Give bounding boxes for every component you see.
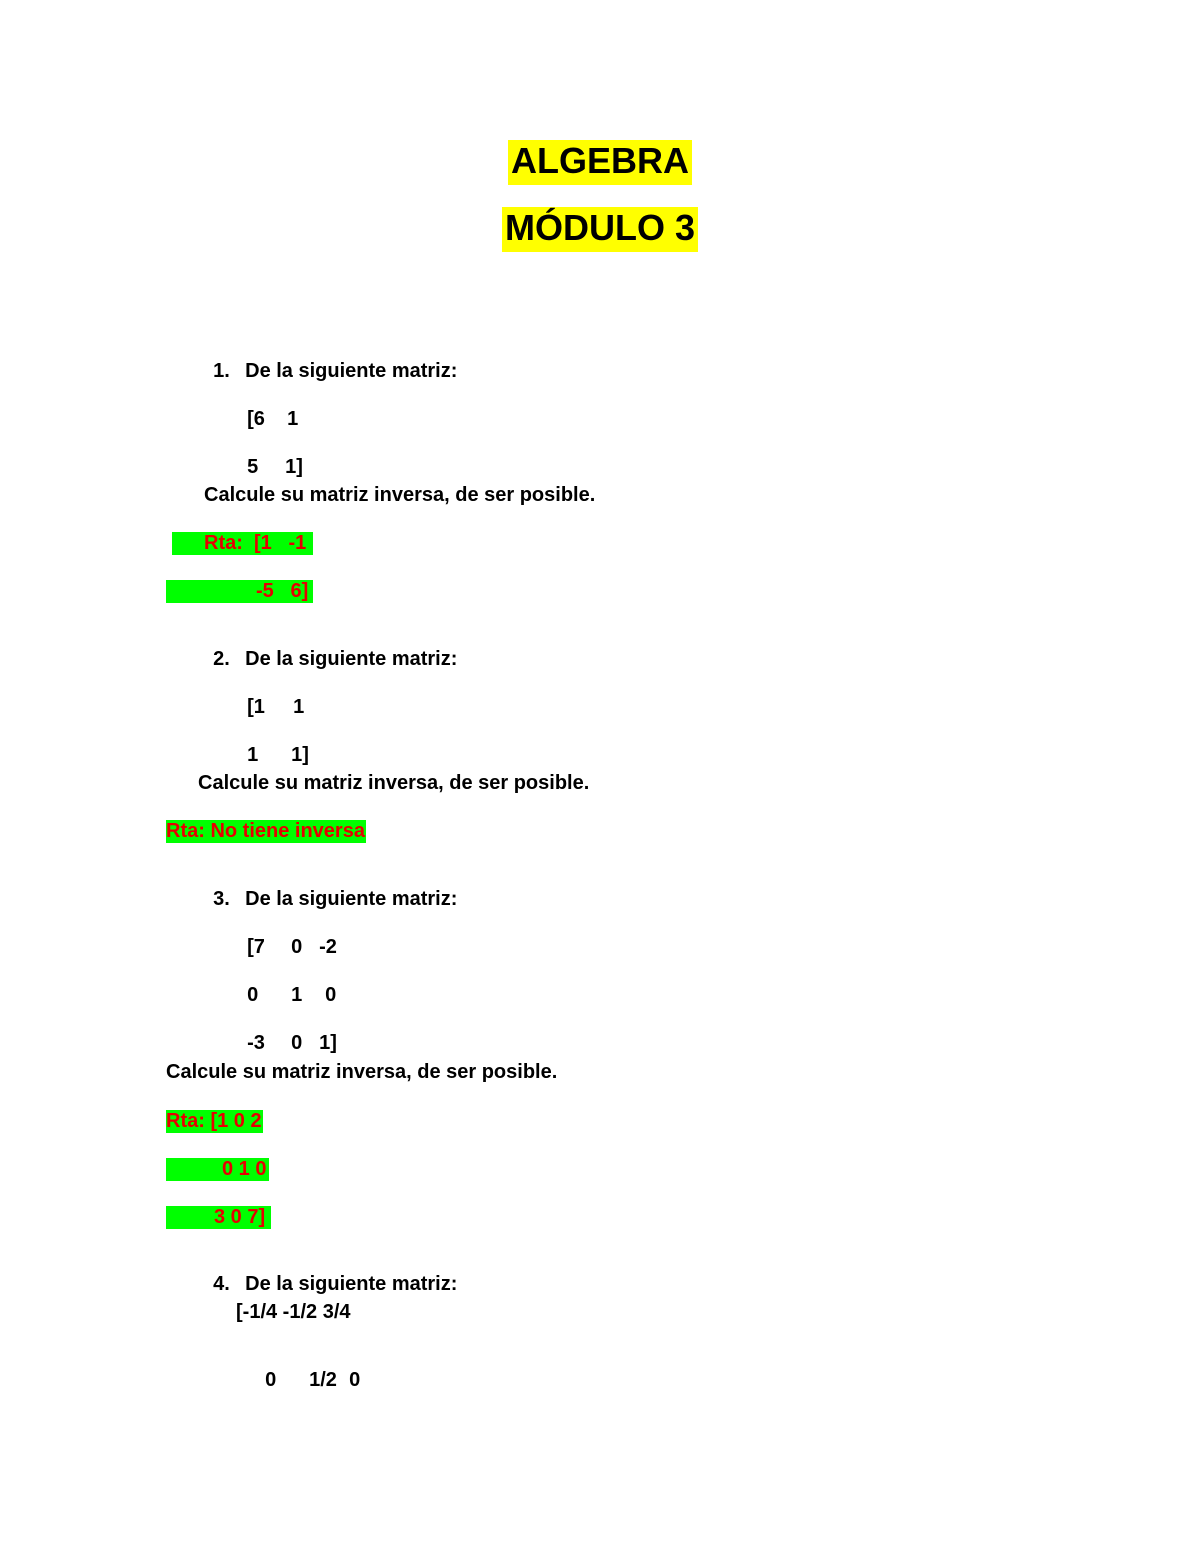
question-4 (202, 1254, 457, 1294)
question-instruction: Calcule su matriz inversa, de ser posible. (166, 1061, 558, 1083)
matrix-cell: 0 (349, 1369, 361, 1391)
matrix-cell: 1 (247, 744, 259, 766)
question-number: 4. (213, 1273, 230, 1295)
answer-line: Rta: [1 -1 (172, 532, 313, 555)
matrix-row (236, 677, 304, 717)
matrix-cell: 5 (247, 456, 259, 478)
matrix-cell: 0 (325, 984, 337, 1006)
answer-line: Rta: No tiene inversa (166, 820, 365, 842)
matrix-cell: 0 (291, 1032, 303, 1054)
matrix-row (236, 389, 298, 429)
matrix-cell: 1] (319, 1032, 337, 1054)
question-number: 2. (213, 648, 230, 670)
answer-line: 0 1 0 (166, 1158, 269, 1181)
matrix-cell: [6 (247, 408, 265, 430)
matrix-cell: -3 (247, 1032, 265, 1054)
question-instruction: Calcule su matriz inversa, de ser posible. (204, 484, 596, 506)
question-2 (202, 629, 457, 669)
matrix-row (236, 917, 337, 957)
matrix-cell: 0 (265, 1369, 277, 1391)
question-3 (202, 869, 457, 909)
question-instruction: Calcule su matriz inversa, de ser posible. (198, 772, 590, 794)
matrix-cell: 1/2 (309, 1369, 337, 1391)
matrix-cell: 1 (287, 408, 299, 430)
matrix-cell: 1 (293, 696, 305, 718)
page-title: ALGEBRA (508, 140, 692, 185)
answer-line: Rta: [1 0 2 (166, 1110, 262, 1132)
question-number: 1. (213, 360, 230, 382)
matrix-cell: -2 (319, 936, 337, 958)
matrix-cell: 0 (247, 984, 259, 1006)
page-subtitle: MÓDULO 3 (502, 207, 698, 252)
matrix-cell: 0 (291, 936, 303, 958)
matrix-row (236, 725, 309, 765)
matrix-cell: [1 (247, 696, 265, 718)
matrix-row (254, 1350, 360, 1390)
question-prompt: De la siguiente matriz: (245, 1273, 458, 1295)
question-prompt: De la siguiente matriz: (245, 360, 458, 382)
question-prompt: De la siguiente matriz: (245, 648, 458, 670)
matrix-cell: [7 (247, 936, 265, 958)
question-1 (202, 341, 457, 381)
matrix-cell: 1] (291, 744, 309, 766)
matrix-cell: 1] (285, 456, 303, 478)
matrix-row (236, 437, 303, 477)
question-number: 3. (213, 888, 230, 910)
answer-line: -5 6] (166, 580, 313, 603)
matrix-cell: 1 (291, 984, 303, 1006)
matrix-row (236, 1013, 337, 1053)
question-prompt: De la siguiente matriz: (245, 888, 458, 910)
matrix-row (236, 965, 336, 1005)
answer-line: 3 0 7] (166, 1206, 271, 1229)
matrix-row: [-1/4 -1/2 3/4 (236, 1301, 351, 1323)
